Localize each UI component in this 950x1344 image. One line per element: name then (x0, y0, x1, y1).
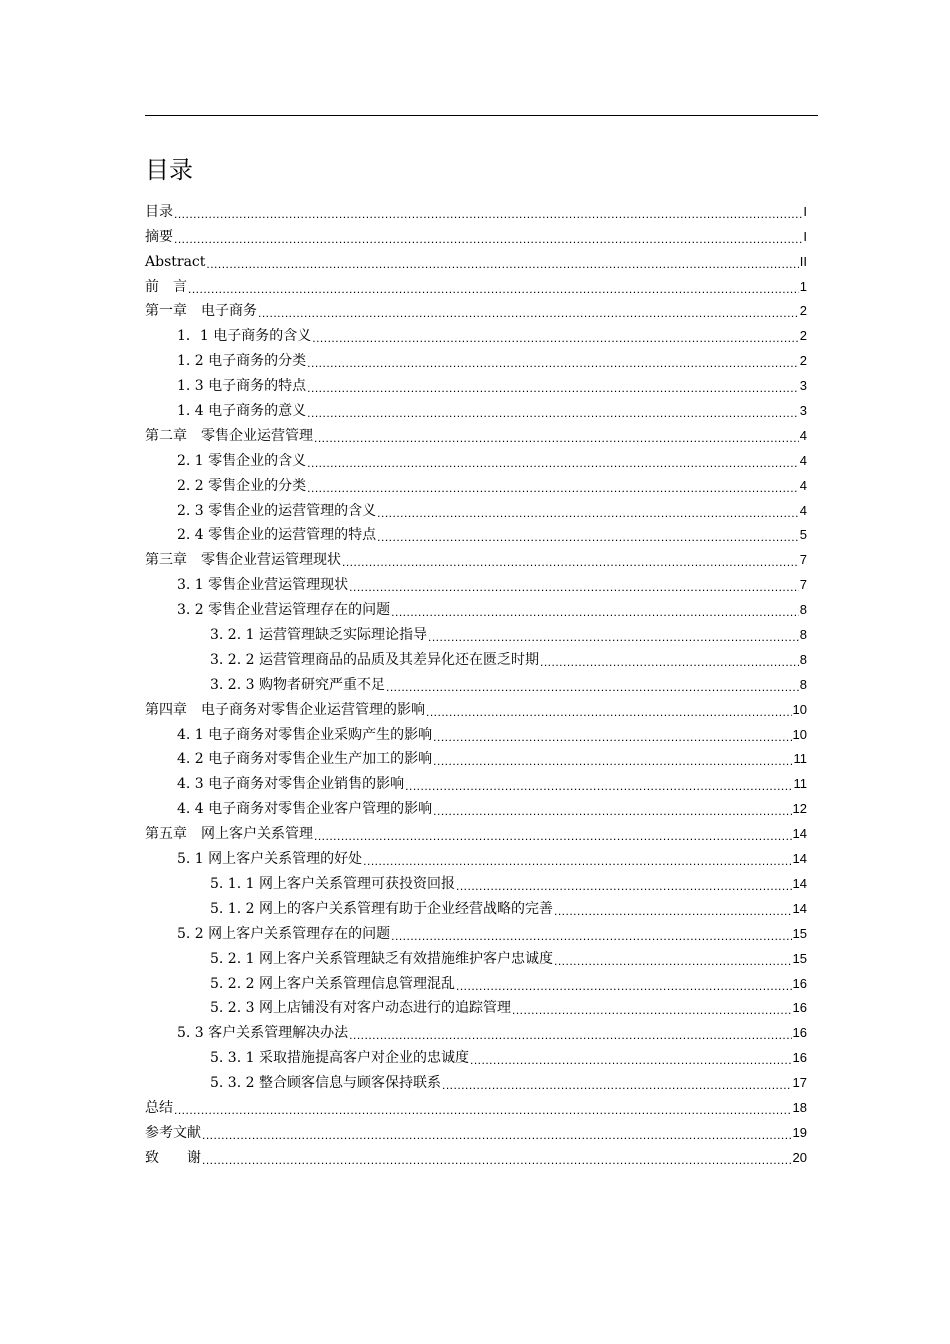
toc-entry[interactable] (145, 1019, 807, 1044)
toc-dot-leader (202, 1126, 792, 1144)
toc-dot-leader (456, 977, 792, 995)
toc-entry-page-number: 11 (793, 751, 807, 767)
toc-entry-page-number: 16 (792, 1025, 807, 1041)
toc-dot-leader (314, 429, 799, 447)
toc-entry-page-number: 16 (792, 975, 807, 991)
toc-dot-leader (554, 902, 792, 920)
toc-entry-label: 4. 4 电子商务对零售企业客户管理的影响 (177, 801, 433, 818)
toc-entry[interactable] (145, 223, 807, 248)
toc-dot-leader (307, 479, 799, 497)
toc-entry-label: 1. 3 电子商务的特点 (177, 378, 307, 395)
toc-dot-leader (433, 752, 792, 770)
toc-entry-label: 4. 2 电子商务对零售企业生产加工的影响 (177, 751, 433, 768)
toc-entry-page-number: 10 (792, 701, 807, 717)
toc-dot-leader (314, 827, 792, 845)
toc-entry-page-number: 2 (799, 303, 807, 319)
toc-entry-page-number: 11 (793, 776, 807, 792)
toc-entry-label: 5. 3. 1 采取措施提高客户对企业的忠诚度 (210, 1050, 469, 1067)
toc-entry-label: 1．1 电子商务的含义 (177, 328, 312, 345)
toc-entry-page-number: 7 (799, 552, 807, 568)
toc-entry-label: 2. 2 零售企业的分类 (177, 477, 307, 494)
toc-entry-label: 5. 2. 3 网上店铺没有对客户动态进行的追踪管理 (210, 1000, 511, 1017)
toc-entry-page-number: 14 (792, 900, 807, 916)
toc-entry-label: 1. 2 电子商务的分类 (177, 353, 307, 370)
toc-dot-leader (426, 703, 792, 721)
toc-entry[interactable] (145, 646, 807, 671)
toc-entry-page-number: II (799, 253, 807, 269)
toc-entry-label: Abstract (145, 253, 206, 270)
toc-entry-page-number: 16 (792, 1000, 807, 1016)
toc-entry[interactable] (145, 870, 807, 895)
toc-entry[interactable] (145, 746, 807, 771)
toc-entry[interactable] (145, 347, 807, 372)
toc-entry[interactable] (145, 770, 807, 795)
toc-dot-leader (386, 678, 799, 696)
toc-entry[interactable] (145, 1044, 807, 1069)
toc-entry-label: 2. 3 零售企业的运营管理的含义 (177, 502, 377, 519)
toc-dot-leader (433, 728, 791, 746)
toc-entry[interactable] (145, 1144, 807, 1169)
toc-entry-label: 5. 2. 1 网上客户关系管理缺乏有效措施维护客户忠诚度 (210, 950, 553, 967)
toc-entry[interactable] (145, 895, 807, 920)
toc-dot-leader (554, 952, 792, 970)
toc-entry[interactable] (145, 472, 807, 497)
toc-entry-page-number: 7 (799, 577, 807, 593)
toc-entry-page-number: 2 (799, 328, 807, 344)
toc-entry[interactable] (145, 820, 807, 845)
toc-entry[interactable] (145, 522, 807, 547)
toc-entry-page-number: 10 (792, 726, 807, 742)
toc-dot-leader (391, 927, 791, 945)
toc-entry-page-number: 20 (792, 1149, 807, 1165)
toc-entry-label: 2. 4 零售企业的运营管理的特点 (177, 527, 377, 544)
header-rule (145, 115, 818, 116)
toc-entry[interactable] (145, 945, 807, 970)
toc-entry-label: 第五章 网上客户关系管理 (145, 826, 313, 843)
toc-dot-leader (428, 628, 799, 646)
toc-dot-leader (174, 1101, 792, 1119)
toc-dot-leader (174, 205, 802, 223)
toc-entry-page-number: I (803, 228, 807, 244)
toc-dot-leader (307, 354, 799, 372)
toc-entry-page-number: 19 (792, 1124, 807, 1140)
toc-entry[interactable] (145, 596, 807, 621)
toc-dot-leader (202, 1151, 792, 1169)
toc-dot-leader (307, 404, 799, 422)
toc-dot-leader (512, 1001, 792, 1019)
toc-entry-label: 3. 2 零售企业营运管理存在的问题 (177, 602, 391, 619)
toc-entry-label: 3. 2. 1 运营管理缺乏实际理论指导 (210, 627, 427, 644)
toc-dot-leader (470, 1051, 792, 1069)
toc-entry-label: 5. 1. 2 网上的客户关系管理有助于企业经营战略的完善 (210, 900, 553, 917)
toc-dot-leader (258, 304, 799, 322)
toc-dot-leader (349, 1026, 791, 1044)
toc-entry-page-number: 18 (792, 1099, 807, 1115)
toc-dot-leader (377, 528, 799, 546)
toc-dot-leader (188, 280, 799, 298)
toc-dot-leader (391, 603, 799, 621)
toc-entry-label: 3. 2. 2 运营管理商品的品质及其差异化还在匮乏时期 (210, 651, 539, 668)
toc-entry-label: 目录 (145, 203, 173, 220)
toc-entry-label: 4. 1 电子商务对零售企业采购产生的影响 (177, 726, 433, 743)
toc-dot-leader (442, 1076, 792, 1094)
toc-entry-page-number: 15 (792, 950, 807, 966)
toc-entry-label: 第一章 电子商务 (145, 303, 257, 320)
toc-entry-page-number: 8 (799, 676, 807, 692)
toc-entry-label: 前 言 (145, 278, 187, 295)
toc-entry-page-number: 14 (792, 875, 807, 891)
toc-entry-label: 4. 3 电子商务对零售企业销售的影响 (177, 776, 405, 793)
toc-entry[interactable] (145, 671, 807, 696)
toc-entry-label: 5. 3 客户关系管理解决办法 (177, 1025, 349, 1042)
toc-dot-leader (307, 379, 799, 397)
toc-entry-page-number: 1 (799, 278, 807, 294)
toc-dot-leader (405, 777, 792, 795)
toc-dot-leader (377, 504, 799, 522)
toc-entry-page-number: 17 (792, 1075, 807, 1091)
toc-dot-leader (363, 852, 791, 870)
toc-entry[interactable] (145, 845, 807, 870)
toc-entry[interactable] (145, 372, 807, 397)
toc-entry-label: 3. 1 零售企业营运管理现状 (177, 577, 349, 594)
toc-dot-leader (540, 653, 799, 671)
toc-entry-page-number: 8 (799, 602, 807, 618)
toc-dot-leader (206, 255, 798, 273)
toc-entry-page-number: 15 (792, 925, 807, 941)
toc-entry-label: 总结 (145, 1099, 173, 1116)
toc-entry-page-number: 14 (792, 851, 807, 867)
toc-dot-leader (307, 454, 799, 472)
toc-entry-page-number: 16 (792, 1050, 807, 1066)
toc-entry[interactable] (145, 1094, 807, 1119)
toc-entry-page-number: 2 (799, 353, 807, 369)
toc-entry-label: 第二章 零售企业运营管理 (145, 427, 313, 444)
toc-entry[interactable] (145, 1119, 807, 1144)
toc-dot-leader (312, 329, 799, 347)
toc-dot-leader (342, 553, 799, 571)
toc-entry-page-number: 12 (792, 801, 807, 817)
toc-entry[interactable] (145, 970, 807, 995)
toc-entry[interactable] (145, 447, 807, 472)
toc-entry[interactable] (145, 920, 807, 945)
page-title: 目录 (145, 156, 193, 184)
toc-entry-page-number: 8 (799, 651, 807, 667)
toc-entry-page-number: 4 (799, 452, 807, 468)
toc-entry-label: 致 谢 (145, 1149, 201, 1166)
toc-entry-label: 3. 2. 3 购物者研究严重不足 (210, 676, 385, 693)
toc-entry-label: 5. 1 网上客户关系管理的好处 (177, 851, 363, 868)
toc-entry-label: 摘要 (145, 228, 173, 245)
toc-entry[interactable] (145, 1069, 807, 1094)
toc-entry[interactable] (145, 795, 807, 820)
toc-dot-leader (433, 802, 791, 820)
toc-entry-label: 5. 2. 2 网上客户关系管理信息管理混乱 (210, 975, 455, 992)
toc-entry[interactable] (145, 497, 807, 522)
toc-entry-label: 1. 4 电子商务的意义 (177, 403, 307, 420)
toc-entry-page-number: 14 (792, 826, 807, 842)
toc-entry-label: 第三章 零售企业营运管理现状 (145, 552, 341, 569)
toc-entry-label: 5. 3. 2 整合顾客信息与顾客保持联系 (210, 1075, 441, 1092)
toc-dot-leader (349, 578, 799, 596)
toc-entry-page-number: 4 (799, 502, 807, 518)
toc-entry[interactable] (145, 546, 807, 571)
toc-entry-label: 2. 1 零售企业的含义 (177, 452, 307, 469)
toc-entry[interactable] (145, 721, 807, 746)
toc-entry[interactable] (145, 995, 807, 1020)
toc-entry[interactable] (145, 422, 807, 447)
toc-entry[interactable] (145, 621, 807, 646)
toc-entry[interactable] (145, 198, 807, 223)
toc-entry-label: 第四章 电子商务对零售企业运营管理的影响 (145, 701, 425, 718)
toc-entry-label: 5. 1. 1 网上客户关系管理可获投资回报 (210, 875, 455, 892)
toc-dot-leader (456, 877, 792, 895)
toc-entry[interactable] (145, 273, 807, 298)
toc-entry[interactable] (145, 696, 807, 721)
toc-entry[interactable] (145, 248, 807, 273)
toc-entry-page-number: 4 (799, 427, 807, 443)
toc-entry-label: 5. 2 网上客户关系管理存在的问题 (177, 925, 391, 942)
table-of-contents (145, 198, 807, 1169)
toc-entry[interactable] (145, 571, 807, 596)
toc-entry[interactable] (145, 298, 807, 323)
toc-entry-page-number: 5 (799, 527, 807, 543)
toc-entry-page-number: 3 (799, 378, 807, 394)
toc-entry[interactable] (145, 397, 807, 422)
toc-entry[interactable] (145, 322, 807, 347)
toc-entry-page-number: 3 (799, 403, 807, 419)
toc-entry-page-number: I (803, 203, 807, 219)
toc-entry-label: 参考文献 (145, 1124, 201, 1141)
toc-entry-page-number: 8 (799, 627, 807, 643)
toc-dot-leader (174, 230, 802, 248)
toc-entry-page-number: 4 (799, 477, 807, 493)
